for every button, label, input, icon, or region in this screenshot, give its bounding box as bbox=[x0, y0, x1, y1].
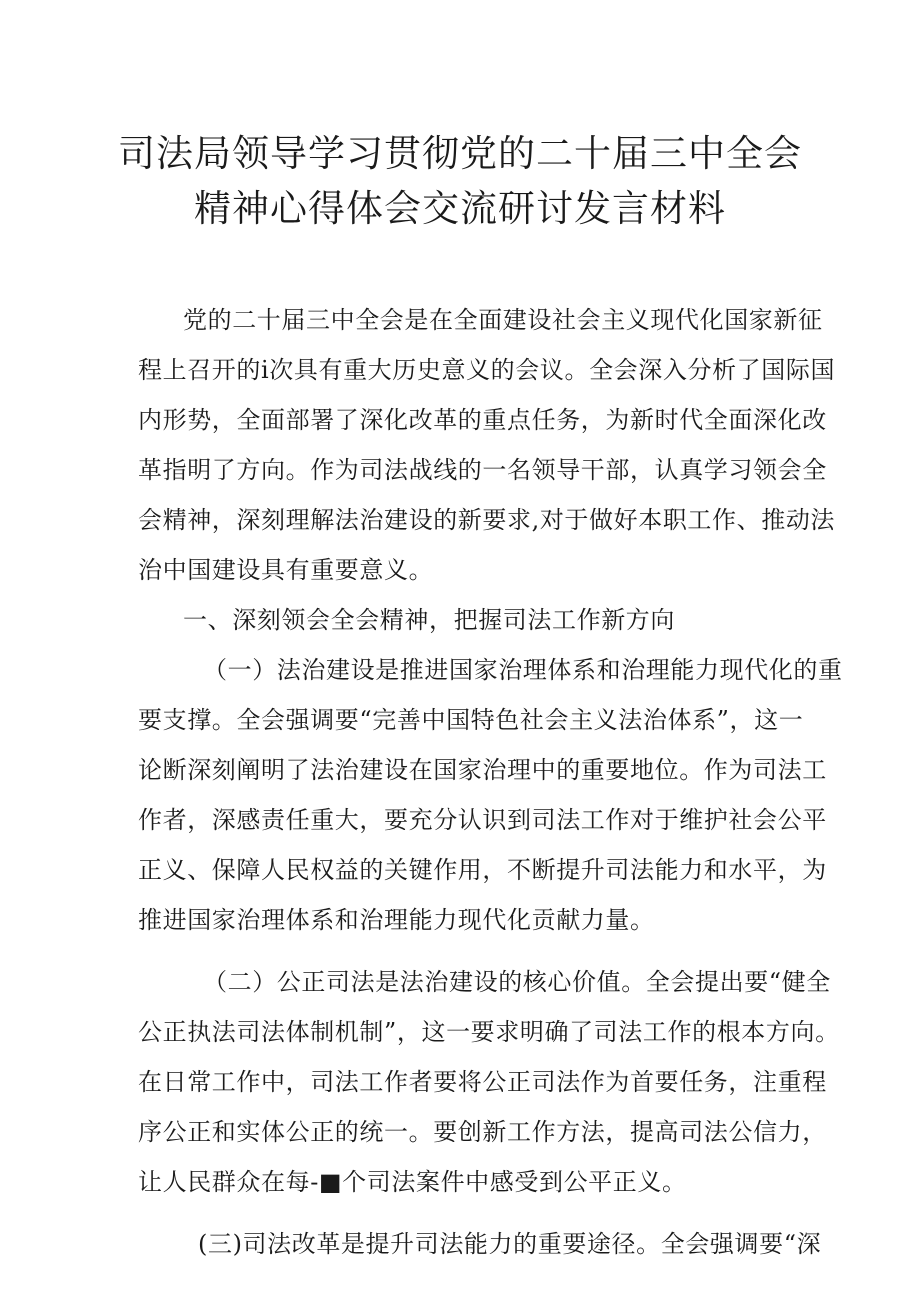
paragraph-line: 公正执法司法体制机制”，这一要求明确了司法工作的根本方向。 bbox=[138, 1018, 840, 1046]
paragraph-line: 推进国家治理体系和治理能力现代化贡献力量。 bbox=[138, 906, 655, 934]
paragraph-line: 作者，深感责任重大，要充分认识到司法工作对于维护社会公平 bbox=[138, 806, 827, 834]
paragraph-line: 序公正和实体公正的统一。要创新工作方法，提高司法公信力， bbox=[138, 1118, 827, 1146]
paragraph-line: （二）公正司法是法治建设的核心价值。全会提出要“健全 bbox=[203, 968, 831, 996]
paragraph-line: （一）法治建设是推进国家治理体系和治理能力现代化的重 bbox=[203, 656, 843, 684]
paragraph-line: 党的二十届三中全会是在全面建设社会主义现代化国家新征 bbox=[183, 306, 823, 334]
document-title-line-2: 精神心得体会交流研讨发言材料 bbox=[194, 187, 726, 230]
paragraph-line: 让人民群众在每-■个司法案件中感受到公平正义。 bbox=[138, 1168, 687, 1196]
paragraph-line: 论断深刻阐明了法治建设在国家治理中的重要地位。作为司法工 bbox=[138, 756, 827, 784]
paragraph-line: 治中国建设具有重要意义。 bbox=[138, 556, 434, 584]
document-title-line-1: 司法局领导学习贯彻党的二十届三中全会 bbox=[118, 132, 802, 175]
section-heading: 一、深刻领会全会精神，把握司法工作新方向 bbox=[183, 606, 675, 634]
paragraph-line: 程上召开的i次具有重大历史意义的会议。全会深入分析了国际国 bbox=[138, 356, 836, 384]
paragraph-line: 内形势，全面部署了深化改革的重点任务，为新时代全面深化改 bbox=[138, 406, 827, 434]
paragraph-line: 要支撑。全会强调要“完善中国特色社会主义法治体系”，这一 bbox=[138, 706, 804, 734]
paragraph-line: 革指明了方向。作为司法战线的一名领导干部，认真学习领会全 bbox=[138, 456, 827, 484]
paragraph-line: 会精神，深刻理解法治建设的新要求,对于做好本职工作、推动法 bbox=[138, 506, 836, 534]
paragraph-line: 正义、保障人民权益的关键作用，不断提升司法能力和水平，为 bbox=[138, 856, 827, 884]
paragraph-line: 在日常工作中，司法工作者要将公正司法作为首要任务，注重程 bbox=[138, 1068, 827, 1096]
paragraph-line: (三)司法改革是提升司法能力的重要途径。全会强调要“深 bbox=[198, 1230, 822, 1258]
